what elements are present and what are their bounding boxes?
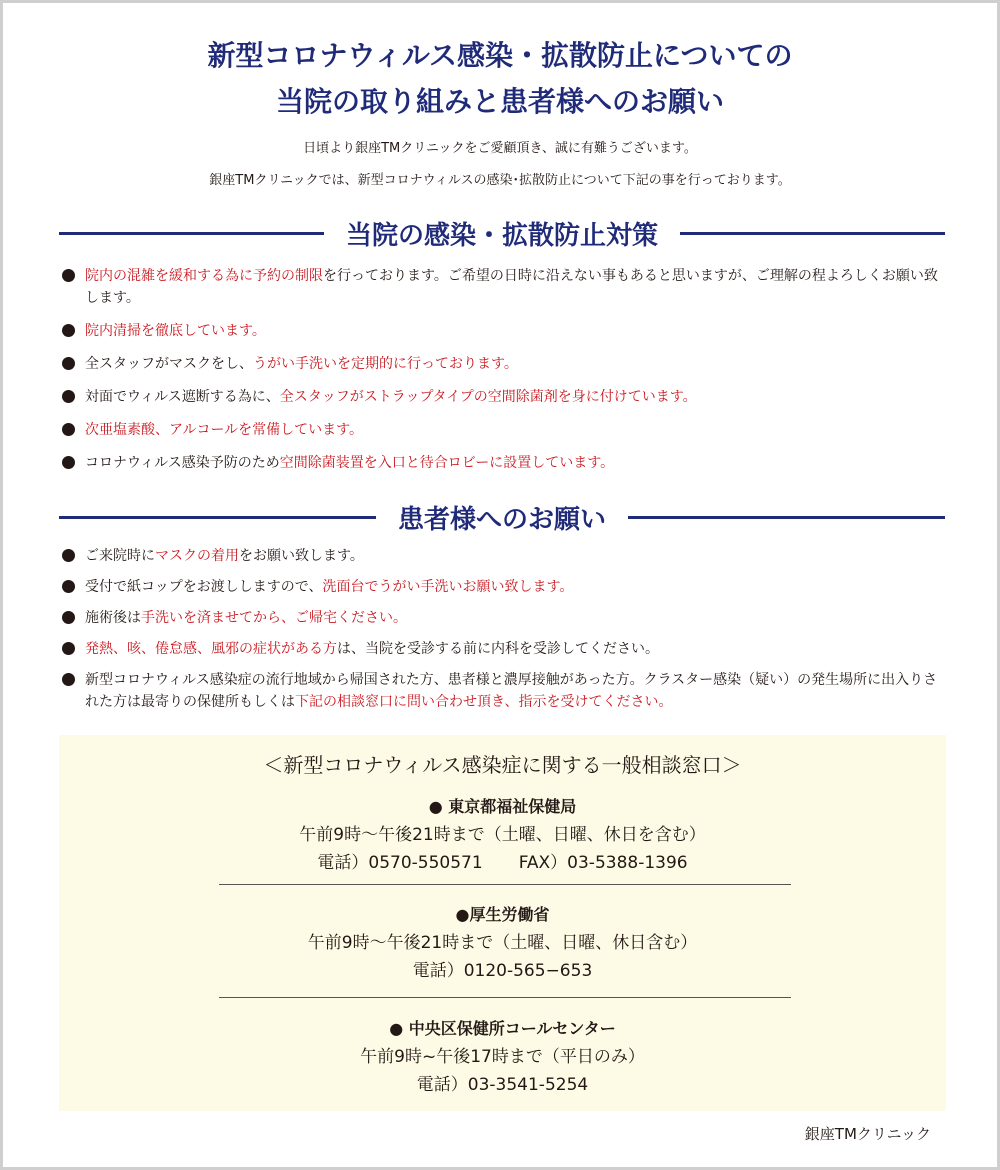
heading-rule-left: [59, 516, 376, 519]
section-heading-requests: [59, 497, 945, 537]
section-heading-label: 当院の感染・拡散防止対策: [346, 220, 659, 251]
bullet-icon: [62, 390, 75, 403]
intro-line-1: 日頃より銀座TMクリニックをご愛顧頂き、誠に有難うございます。: [303, 141, 697, 156]
list-item: 対面でウィルス遮断する為に、全スタッフがストラップタイプの空間除菌剤を身に付けています。: [59, 386, 947, 408]
clinic-signature: 銀座TMクリニック: [804, 1125, 931, 1143]
bullet-icon: [62, 642, 75, 655]
contact-hours: 午前9時~午後17時まで（平日のみ）: [360, 1047, 645, 1067]
list-item: 新型コロナウィルス感染症の流行地域から帰国された方、患者様と濃厚接触があった方。クラスター感染（疑い）の発生場所に出入りされた方は最寄りの保健所もしくは下記の相談窓口に問い合わせ頂き、指示を受けてください。: [59, 669, 947, 713]
title-line-1: 新型コロナウィルス感染・拡散防止についての: [207, 39, 793, 72]
heading-rule-left: [59, 232, 324, 235]
bullet-icon: [62, 673, 75, 686]
contact-chuo: [59, 1015, 946, 1099]
measures-list: [59, 265, 947, 485]
bullet-icon: [62, 423, 75, 436]
list-item: コロナウィルス感染予防のため空間除菌装置を入口と待合ロビーに設置しています。: [59, 452, 947, 474]
heading-rule-right: [628, 516, 945, 519]
list-item: 全スタッフがマスクをし、うがい手洗いを定期的に行っております。: [59, 353, 947, 375]
bullet-icon: [62, 324, 75, 337]
contact-name: ●厚生労働省: [455, 905, 550, 924]
contact-tel: 電話）0120-565−653: [412, 961, 593, 981]
list-item: 次亜塩素酸、アルコールを常備しています。: [59, 419, 947, 441]
bullet-icon: [62, 357, 75, 370]
list-item: 院内清掃を徹底しています。: [59, 320, 947, 342]
bullet-icon: [62, 456, 75, 469]
intro-text: [3, 133, 997, 197]
bullet-icon: [62, 611, 75, 624]
consultation-title: ＜新型コロナウィルス感染症に関する一般相談窓口＞: [263, 753, 742, 777]
list-item: ご来院時にマスクの着用をお願い致します。: [59, 545, 947, 567]
contact-mhlw: [59, 901, 946, 985]
contact-tel: 電話）03-3541-5254: [416, 1075, 589, 1095]
list-item: 発熱、咳、倦怠感、風邪の症状がある方は、当院を受診する前に内科を受診してください。: [59, 638, 947, 660]
page-title: [3, 33, 997, 125]
bullet-icon: [62, 580, 75, 593]
contact-name: ● 中央区保健所コールセンター: [389, 1019, 616, 1038]
contact-tokyo: [59, 793, 946, 877]
contact-phones: [59, 849, 946, 877]
bullet-icon: [62, 549, 75, 562]
contact-hours: 午前9時～午後21時まで（土曜、日曜、休日を含む）: [299, 825, 706, 845]
contact-fax: FAX）03-5388-1396: [518, 853, 688, 873]
divider: [219, 884, 791, 885]
consultation-panel: [59, 735, 946, 1111]
contact-name: ● 東京都福祉保健局: [428, 797, 577, 816]
contact-hours: 午前9時～午後21時まで（土曜、日曜、休日含む）: [307, 933, 698, 953]
divider: [219, 997, 791, 998]
section-heading-label: 患者様へのお願い: [398, 504, 607, 535]
list-item: 受付で紙コップをお渡ししますので、洗面台でうがい手洗いお願い致します。: [59, 576, 947, 598]
contact-tel: 電話）0570-550571: [317, 853, 483, 873]
requests-list: [59, 545, 947, 722]
heading-rule-right: [680, 232, 945, 235]
list-item: 施術後は手洗いを済ませてから、ご帰宅ください。: [59, 607, 947, 629]
list-item: 院内の混雑を緩和する為に予約の制限を行っております。ご希望の日時に沿えない事もあると思いますが、ご理解の程よろしくお願い致します。: [59, 265, 947, 309]
title-line-2: 当院の取り組みと患者様へのお願い: [275, 85, 724, 118]
section-heading-measures: [59, 213, 945, 253]
bullet-icon: [62, 269, 75, 282]
intro-line-2: 銀座TMクリニックでは、新型コロナウィルスの感染･拡散防止について下記の事を行っております。: [209, 173, 791, 188]
